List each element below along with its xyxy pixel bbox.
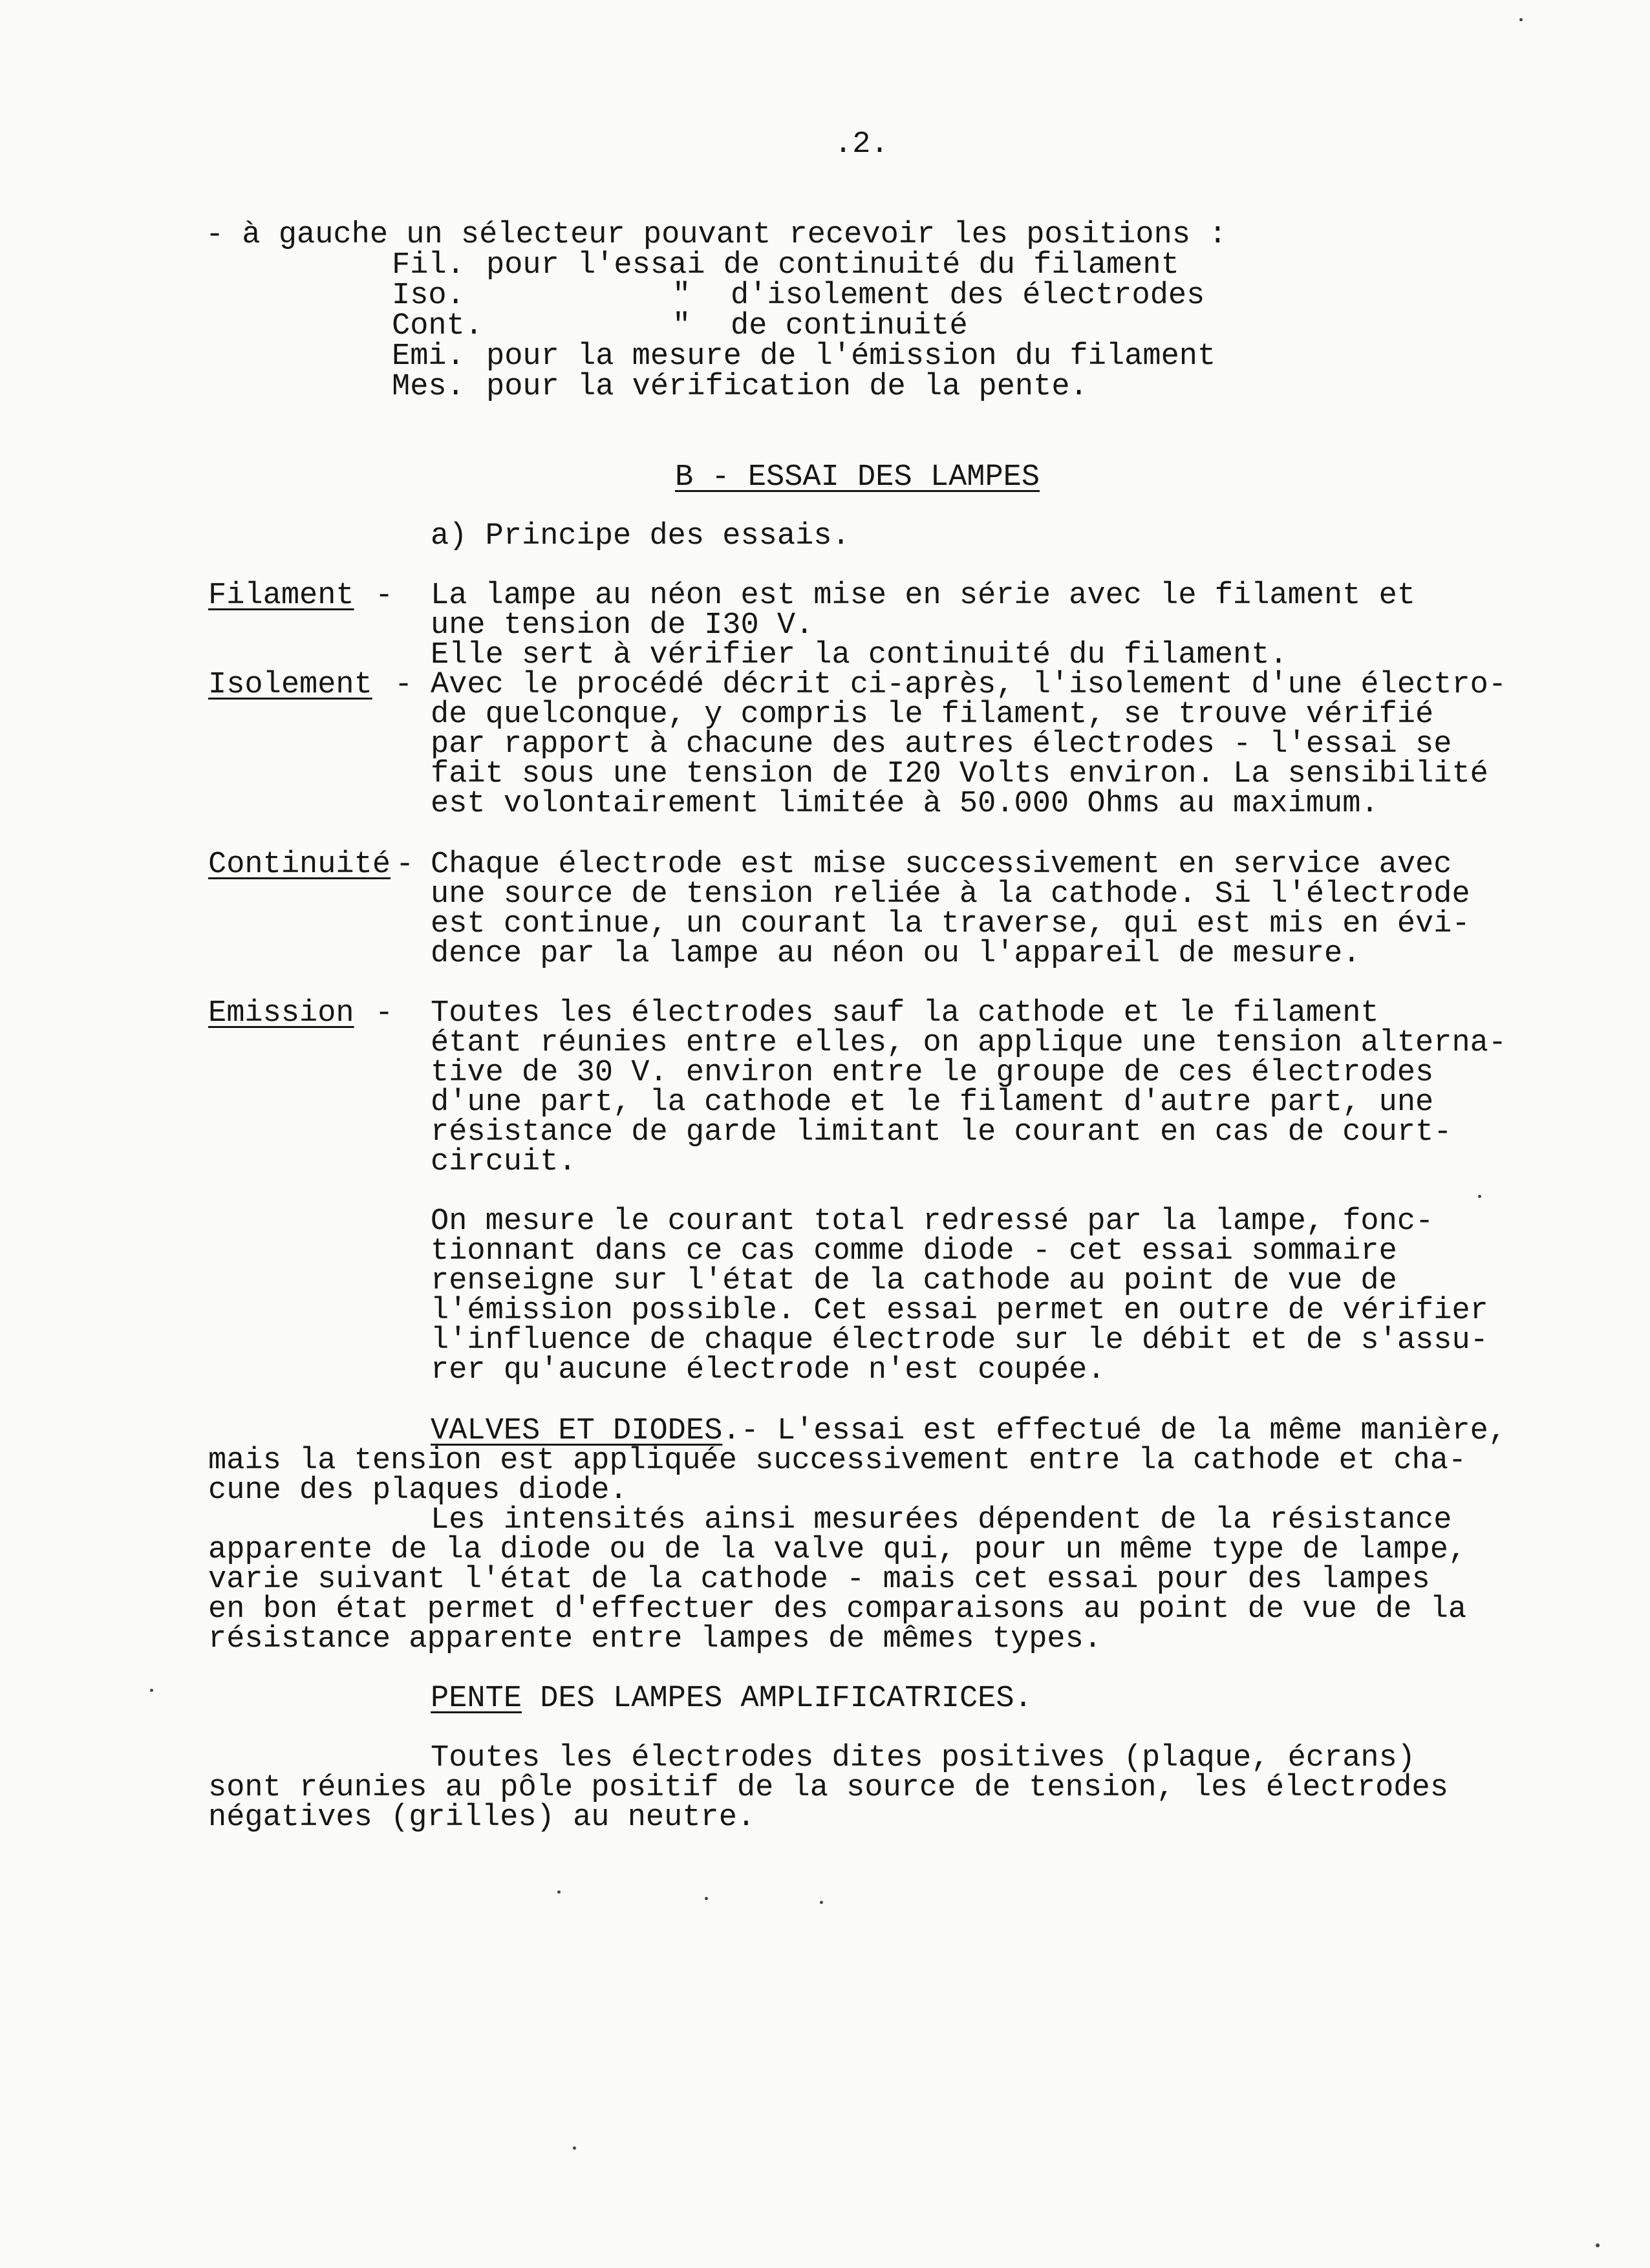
isolement-line: Avec le procédé décrit ci-après, l'isolement d'une électro- xyxy=(431,668,1507,702)
emission-line: résistance de garde limitant le courant en cas de court- xyxy=(431,1115,1452,1150)
valves-para2-line: en bon état permet d'effectuer des comparaisons au point de vue de la xyxy=(208,1592,1467,1627)
valves-line: cune des plaques diode. xyxy=(208,1473,628,1508)
scan-speck xyxy=(705,1897,708,1900)
valves-line: mais la tension est appliquée successivement entre la cathode et cha- xyxy=(208,1444,1467,1478)
valves-para2-line: varie suivant l'état de la cathode - mais cet essai pour des lampes xyxy=(208,1563,1430,1597)
selector-text: pour la vérification de la pente. xyxy=(486,370,1088,404)
filament-label: Filament xyxy=(208,579,354,613)
emission-line: tive de 30 V. environ entre le groupe de ces électrodes xyxy=(431,1056,1434,1090)
selector-code: Cont. xyxy=(392,309,484,343)
isolement-line: par rapport à chacune des autres électrodes - l'essai se xyxy=(431,727,1452,762)
emission-label: Emission xyxy=(208,996,354,1031)
scan-speck xyxy=(150,1689,153,1692)
scan-speck xyxy=(820,1901,823,1904)
filament-line: une tension de I30 V. xyxy=(431,608,814,643)
emission-para2-line: l'émission possible. Cet essai permet en outre de vérifier xyxy=(431,1294,1488,1328)
isolement-line: est volontairement limitée à 50.000 Ohms au maximum. xyxy=(431,787,1379,821)
pente-heading-tail: DES LAMPES AMPLIFICATRICES. xyxy=(522,1682,1033,1716)
emission-para2-line: l'influence de chaque électrode sur le débit et de s'assu- xyxy=(431,1323,1488,1358)
selector-text: d'isolement des électrodes xyxy=(731,279,1205,313)
valves-para2-first: Les intensités ainsi mesurées dépendent de la résistance xyxy=(431,1503,1452,1537)
label-dash: - xyxy=(375,579,394,613)
pente-first: Toutes les électrodes dites positives (plaque, écrans) xyxy=(431,1741,1416,1775)
emission-para2-line: tionnant dans ce cas comme diode - cet essai sommaire xyxy=(431,1234,1397,1268)
emission-line: circuit. xyxy=(431,1145,577,1179)
filament-line: Elle sert à vérifier la continuité du filament. xyxy=(431,638,1288,672)
section-title: B - ESSAI DES LAMPES xyxy=(675,460,1040,495)
scan-speck xyxy=(1519,18,1523,21)
scan-speck xyxy=(573,2146,576,2150)
continuite-line: une source de tension reliée à la cathode. Si l'électrode xyxy=(431,877,1470,912)
isolement-line: de quelconque, y compris le filament, se trouve vérifié xyxy=(431,698,1434,732)
selector-text: pour la mesure de l'émission du filament xyxy=(486,339,1216,374)
emission-para2-line: rer qu'aucune électrode n'est coupée. xyxy=(431,1353,1106,1387)
continuite-line: est continue, un courant la traverse, qui est mis en évi- xyxy=(431,907,1470,941)
selector-code: Emi. xyxy=(392,339,465,374)
scan-speck xyxy=(557,1890,561,1894)
selector-text: pour l'essai de continuité du filament xyxy=(486,248,1179,283)
isolement-label: Isolement xyxy=(208,668,372,702)
pente-heading: PENTE xyxy=(431,1682,522,1716)
selector-intro: - à gauche un sélecteur pouvant recevoir les positions : xyxy=(206,218,1227,252)
pente-line: sont réunies au pôle positif de la source de tension, les électrodes xyxy=(208,1771,1448,1805)
valves-heading-line xyxy=(431,1416,1506,1446)
label-dash: - xyxy=(396,848,414,882)
filament-line: La lampe au néon est mise en série avec le filament et xyxy=(431,579,1416,613)
emission-line: Toutes les électrodes sauf la cathode et le filament xyxy=(431,996,1379,1031)
emission-para2-line: On mesure le courant total redressé par la lampe, fonc- xyxy=(431,1204,1434,1239)
selector-code: Iso. xyxy=(392,279,465,313)
scan-speck xyxy=(1478,1195,1481,1198)
valves-para2-line: apparente de la diode ou de la valve qui, pour un même type de lampe, xyxy=(208,1533,1467,1567)
valves-heading-tail: .- L'essai est effectué de la même manière, xyxy=(722,1414,1507,1448)
valves-para2-line: résistance apparente entre lampes de mêmes types. xyxy=(208,1622,1102,1656)
emission-line: d'une part, la cathode et le filament d'autre part, une xyxy=(431,1086,1434,1120)
continuite-label: Continuité xyxy=(208,848,391,882)
label-dash: - xyxy=(375,996,394,1031)
ditto-mark: " xyxy=(672,309,691,343)
page-number: .2. xyxy=(834,127,889,162)
selector-code: Fil. xyxy=(392,248,465,283)
valves-heading: VALVES ET DIODES xyxy=(431,1414,723,1448)
selector-code: Mes. xyxy=(392,370,465,404)
emission-para2-line: renseigne sur l'état de la cathode au point de vue de xyxy=(431,1264,1397,1298)
scan-speck xyxy=(1596,2243,1600,2247)
subsection-title: a) Principe des essais. xyxy=(431,519,850,553)
ditto-mark: " xyxy=(672,279,691,313)
emission-line: étant réunies entre elles, on applique une tension alterna- xyxy=(431,1026,1507,1060)
pente-line: négatives (grilles) au neutre. xyxy=(208,1801,756,1835)
continuite-line: dence par la lampe au néon ou l'appareil de mesure. xyxy=(431,937,1361,971)
isolement-line: fait sous une tension de I20 Volts environ. La sensibilité xyxy=(431,757,1488,791)
label-dash: - xyxy=(394,668,413,702)
pente-heading-line xyxy=(431,1684,1033,1714)
continuite-line: Chaque électrode est mise successivement en service avec xyxy=(431,848,1452,882)
selector-text: de continuité xyxy=(731,309,968,343)
